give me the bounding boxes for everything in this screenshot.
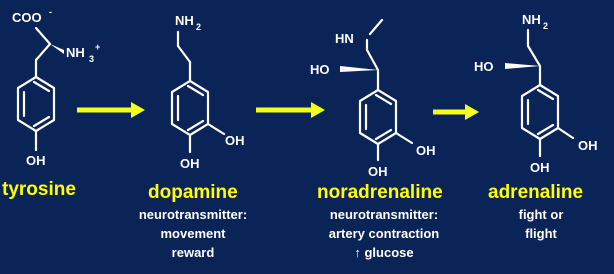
adrenaline-name: adrenaline — [488, 182, 584, 203]
noradrenaline-note-2: artery contraction — [328, 226, 440, 241]
molecule-noradrenaline — [310, 20, 443, 260]
dopamine-note-3: reward — [171, 245, 215, 260]
molecule-dopamine — [139, 13, 247, 260]
molecule-tyrosine — [2, 7, 100, 200]
dopamine-amine-label: NH — [175, 13, 194, 28]
tyrosine-carboxyl-bond — [36, 28, 50, 44]
noradrenaline-para-hydroxyl-label: OH — [368, 164, 388, 179]
adrenaline-structure — [505, 30, 573, 156]
noradrenaline-meta-oh-bond — [396, 133, 412, 143]
noradrenaline-beta-hydroxyl-label: HO — [310, 62, 330, 77]
dopamine-meta-oh-bond — [208, 124, 224, 134]
tyrosine-amine-subscript: 3 — [89, 54, 95, 64]
adrenaline-note-2: flight — [525, 226, 557, 241]
tyrosine-hydroxyl-label: OH — [26, 153, 46, 168]
noradrenaline-amine-label: HN — [335, 31, 354, 46]
dopamine-amine-subscript: 2 — [196, 22, 202, 32]
noradrenaline-nh-bond — [370, 20, 382, 34]
adrenaline-ho-wedge — [505, 63, 540, 69]
adrenaline-para-hydroxyl-label: OH — [530, 160, 550, 175]
dopamine-name: dopamine — [148, 182, 238, 203]
tyrosine-structure — [18, 28, 64, 150]
tyrosine-amine-charge: + — [95, 42, 101, 52]
dopamine-note-2: movement — [160, 226, 226, 241]
noradrenaline-note-1: neurotransmitter: — [329, 207, 439, 222]
arrow-tyrosine-to-dopamine — [77, 102, 145, 118]
noradrenaline-ho-wedge — [340, 66, 378, 72]
adrenaline-note-1: fight or — [518, 207, 564, 222]
tyrosine-carboxylate-charge: - — [49, 7, 52, 17]
adrenaline-ch2-bond — [528, 46, 540, 66]
tyrosine-carboxylate-label: COO — [12, 10, 42, 25]
adrenaline-amine-subscript: 2 — [543, 21, 549, 31]
noradrenaline-name: noradrenaline — [317, 182, 443, 203]
noradrenaline-note-3: ↑ glucose — [354, 245, 414, 260]
dopamine-structure — [172, 32, 224, 152]
noradrenaline-ch2-bond — [367, 50, 378, 70]
adrenaline-meta-oh-bond — [558, 128, 573, 138]
adrenaline-meta-hydroxyl-label: OH — [578, 138, 598, 153]
molecule-adrenaline — [474, 12, 598, 241]
dopamine-meta-hydroxyl-label: OH — [225, 133, 245, 148]
dopamine-note-1: neurotransmitter: — [138, 207, 248, 222]
arrow-dopamine-to-noradrenaline — [256, 102, 325, 118]
tyrosine-amine-wedge — [50, 44, 64, 54]
noradrenaline-meta-hydroxyl-label: OH — [416, 143, 436, 158]
arrow-noradrenaline-to-adrenaline — [433, 104, 479, 120]
tyrosine-amine-label: NH — [66, 45, 85, 60]
adrenaline-amine-label: NH — [522, 12, 541, 27]
adrenaline-beta-hydroxyl-label: HO — [474, 59, 494, 74]
dopamine-para-hydroxyl-label: OH — [180, 156, 200, 171]
tyrosine-alpha-bond — [36, 44, 50, 60]
dopamine-ch2-bond-2 — [178, 46, 190, 62]
tyrosine-name: tyrosine — [2, 179, 76, 200]
